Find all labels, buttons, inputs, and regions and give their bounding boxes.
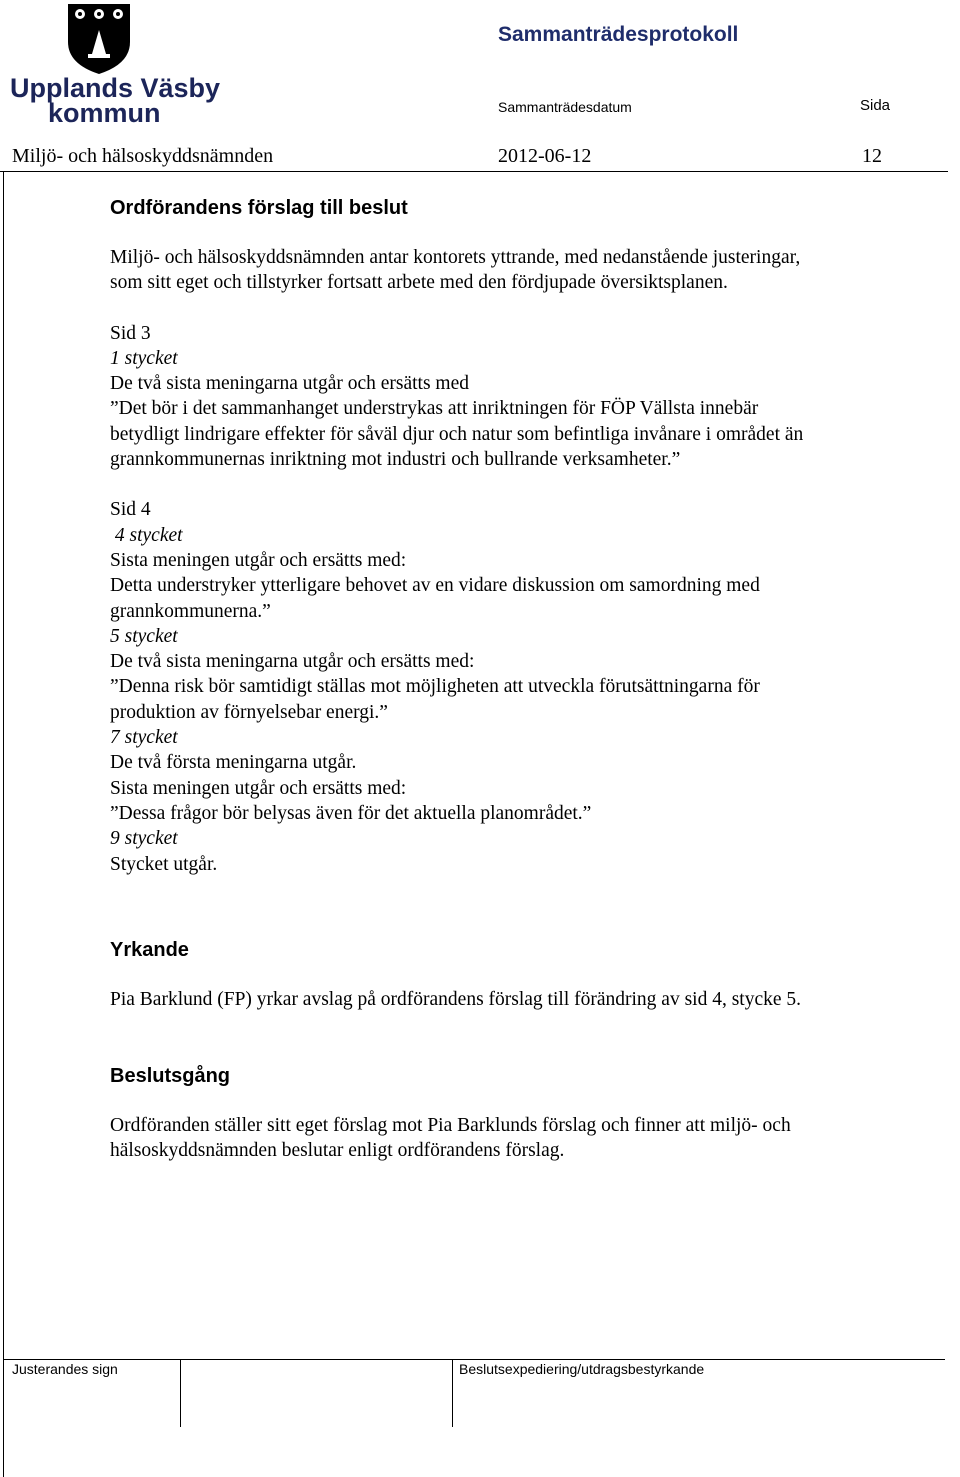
text-line: ”Det bör i det sammanhanget understrykas att inriktningen för FÖP Vällsta innebär — [110, 398, 759, 420]
text-line: produktion av förnyelsebar energi.” — [110, 701, 388, 723]
beslutsgang-heading: Beslutsgång — [110, 1065, 231, 1088]
protocol-body — [110, 195, 910, 1164]
expedition-label: Beslutsexpediering/utdragsbestyrkande — [459, 1361, 705, 1377]
meeting-date-label: Sammanträdesdatum — [498, 99, 632, 115]
logo-text-line2: kommun — [48, 98, 161, 128]
yrkande-text — [110, 987, 910, 1012]
stycke-label: 9 stycket — [110, 828, 178, 850]
sid3-title: Sid 3 — [110, 322, 151, 344]
footer-divider — [3, 1359, 945, 1360]
page-number: 12 — [862, 145, 882, 167]
signature-label: Justerandes sign — [12, 1361, 118, 1377]
text-line: Sista meningen utgår och ersätts med: — [110, 777, 407, 799]
sid3-block — [110, 321, 910, 473]
municipality-logo — [8, 2, 221, 128]
header-divider — [0, 171, 948, 172]
sid4-block — [110, 497, 910, 876]
text-line: betydligt lindrigare effekter för såväl djur och natur som befintliga invånare i området än — [110, 423, 804, 445]
left-border — [3, 171, 4, 1477]
text-line: Stycket utgår. — [110, 853, 218, 875]
footer-separator-1 — [180, 1359, 181, 1427]
stycke-label: 5 stycket — [110, 625, 178, 647]
proposal-heading: Ordförandens förslag till beslut — [110, 197, 408, 219]
text-line: som sitt eget och tillstyrker fortsatt arbete med den fördjupade översiktsplanen. — [110, 272, 728, 294]
stycke-label: 1 stycket — [110, 347, 178, 369]
text-line: ”Denna risk bör samtidigt ställas mot möjligheten att utveckla förutsättningarna för — [110, 676, 760, 698]
text-line: De två sista meningarna utgår och ersätts med: — [110, 651, 475, 673]
logo-text-line1: Upplands Väsby — [10, 73, 221, 103]
document-title: Sammanträdesprotokoll — [498, 23, 739, 46]
meeting-date: 2012-06-12 — [498, 145, 592, 167]
text-line: grannkommunernas inriktning mot industri och bullrande verksamheter.” — [110, 449, 681, 471]
text-line: Detta understryker ytterligare behovet av en vidare diskussion om samordning med — [110, 575, 760, 597]
text-line: grannkommunerna.” — [110, 600, 271, 622]
text-line: hälsoskyddsnämnden beslutar enligt ordförandens förslag. — [110, 1140, 565, 1162]
text-line: De två sista meningarna utgår och ersätts med — [110, 373, 470, 395]
committee-name: Miljö- och hälsoskyddsnämnden — [12, 145, 274, 167]
stycke-label: 7 stycket — [110, 727, 178, 749]
page-label: Sida — [860, 97, 891, 114]
proposal-intro — [110, 245, 910, 296]
text-line: Ordföranden ställer sitt eget förslag mot Pia Barklunds förslag och finner att miljö- och — [110, 1115, 791, 1137]
yrkande-heading: Yrkande — [110, 938, 189, 961]
beslutsgang-text — [110, 1113, 910, 1164]
footer-separator-2 — [452, 1359, 453, 1427]
sid4-title: Sid 4 — [110, 499, 151, 521]
text-line: Miljö- och hälsoskyddsnämnden antar kontorets yttrande, med nedanstående justeringar, — [110, 247, 801, 268]
text-line: ”Dessa frågor bör belysas även för det aktuella planområdet.” — [110, 802, 592, 824]
text-line: De två första meningarna utgår. — [110, 752, 357, 774]
text-line: Pia Barklund (FP) yrkar avslag på ordförandens förslag till förändring av sid 4, stycke 5. — [110, 988, 802, 1010]
text-line: Sista meningen utgår och ersätts med: — [110, 549, 407, 571]
stycke-label: 4 stycket — [110, 524, 183, 546]
coat-of-arms-icon — [8, 2, 221, 128]
